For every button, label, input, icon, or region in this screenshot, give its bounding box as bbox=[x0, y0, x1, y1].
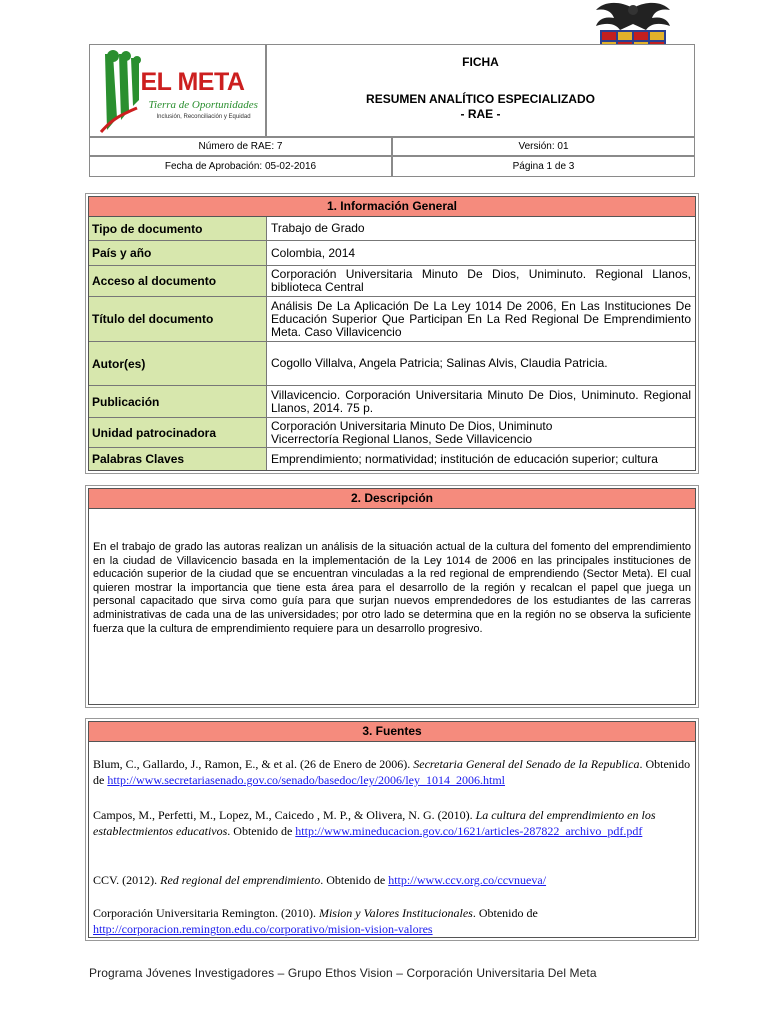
reference-title: Mision y Valores Institucionales bbox=[318, 906, 473, 920]
info-value: Cogollo Villalva, Angela Patricia; Salinas Alvis, Claudia Patricia. bbox=[271, 356, 608, 370]
info-label: Autor(es) bbox=[89, 342, 267, 385]
info-row-unidad bbox=[89, 418, 695, 448]
ficha-title-cell bbox=[266, 44, 695, 137]
logo-cell bbox=[89, 44, 266, 137]
info-value: Villavicencio. Corporación Universitaria Minuto De Dios, Uniminuto. Regional Llanos, 2014. 75 p. bbox=[271, 387, 691, 415]
reference-authors: Blum, C., Gallardo, J., Ramon, E., & et al. (26 de Enero de 2006). bbox=[93, 757, 414, 771]
ficha-title: FICHA bbox=[462, 55, 499, 69]
version bbox=[392, 137, 695, 156]
info-row-publicacion bbox=[89, 386, 695, 418]
info-value: Análisis De La Aplicación De La Ley 1014 De 2006, En Las Instituciones De Educación Superior Que Participan En La Red Regional De Emprendimiento Meta. Caso Villavicencio bbox=[271, 298, 691, 339]
reference-item bbox=[89, 905, 695, 937]
approval-date-text: Fecha de Aprobación: 05-02-2016 bbox=[164, 161, 317, 172]
info-label: Tipo de documento bbox=[89, 217, 267, 240]
page-number bbox=[392, 156, 695, 177]
reference-authors: Campos, M., Perfetti, M., Lopez, M., Caicedo , M. P., & Olivera, N. G. (2010). bbox=[93, 808, 476, 822]
sources-section bbox=[88, 721, 696, 938]
reference-obtained: . Obtenido de bbox=[227, 824, 296, 838]
ficha-subtitle-line2: - RAE - bbox=[460, 107, 501, 121]
info-label: Publicación bbox=[89, 386, 267, 417]
info-label: Palabras Claves bbox=[89, 448, 267, 470]
reference-link[interactable]: http://www.ccv.org.co/ccvnueva/ bbox=[388, 873, 547, 887]
version-text: Versión: 01 bbox=[518, 141, 569, 152]
reference-title: La cultura del emprendimiento en los establectmientos educativos bbox=[93, 808, 656, 838]
info-label: País y año bbox=[89, 241, 267, 265]
reference-obtained: . Obtenido de bbox=[472, 906, 538, 920]
reference-item bbox=[89, 872, 695, 888]
info-value: Corporación Universitaria Minuto De Dios, Uniminuto Vicerrectoría Regional Llanos, Sede Villavicencio bbox=[271, 418, 553, 446]
sources-heading: 3. Fuentes bbox=[89, 722, 695, 742]
logo-main-text: EL META bbox=[140, 67, 245, 96]
info-row-titulo bbox=[89, 297, 695, 342]
reference-title: Secretaria General del Senado de la Republica bbox=[413, 757, 640, 771]
reference-obtained: . Obtenido de bbox=[320, 873, 389, 887]
rae-number-text: Número de RAE: 7 bbox=[198, 141, 283, 152]
reference-link[interactable]: http://www.mineducacion.gov.co/1621/articles-287822_archivo_pdf.pdf bbox=[295, 824, 643, 838]
info-row-autores bbox=[89, 342, 695, 386]
reference-item bbox=[89, 807, 695, 839]
reference-link[interactable]: http://corporacion.remington.edu.co/corporativo/mision-vision-valores bbox=[93, 922, 433, 936]
info-row-tipo bbox=[89, 217, 695, 241]
general-info-section bbox=[88, 196, 696, 471]
info-row-palabras bbox=[89, 448, 695, 470]
info-label: Acceso al documento bbox=[89, 266, 267, 296]
general-info-heading: 1. Información General bbox=[89, 197, 695, 217]
logo-tagline: Tierra de Oportunidades bbox=[148, 98, 258, 111]
info-row-acceso bbox=[89, 266, 695, 297]
reference-authors: Corporación Universitaria Remington. (2010). bbox=[93, 906, 319, 920]
reference-item bbox=[89, 756, 695, 788]
approval-date bbox=[89, 156, 392, 177]
info-value: Corporación Universitaria Minuto De Dios, Uniminuto. Regional Llanos, biblioteca Central bbox=[271, 267, 691, 294]
info-value: Trabajo de Grado bbox=[271, 221, 365, 235]
page-number-text: Página 1 de 3 bbox=[512, 161, 575, 172]
info-row-pais bbox=[89, 241, 695, 266]
ficha-subtitle bbox=[366, 92, 595, 122]
info-value: Emprendimiento; normatividad; institución de educación superior; cultura bbox=[271, 451, 658, 466]
el-meta-logo bbox=[93, 48, 263, 134]
reference-authors: CCV. (2012). bbox=[93, 873, 161, 887]
ficha-subtitle-line1: RESUMEN ANALÍTICO ESPECIALIZADO bbox=[366, 92, 595, 106]
description-section bbox=[88, 488, 696, 705]
info-label: Título del documento bbox=[89, 297, 267, 341]
page-footer: Programa Jóvenes Investigadores – Grupo Ethos Vision – Corporación Universitaria Del Meta bbox=[89, 966, 597, 980]
description-heading: 2. Descripción bbox=[89, 489, 695, 509]
reference-title: Red regional del emprendimiento bbox=[160, 873, 321, 887]
reference-link[interactable]: http://www.secretariasenado.gov.co/senado/basedoc/ley/2006/ley_1014_2006.html bbox=[107, 773, 506, 787]
reference-obtained: . Obtenido de bbox=[93, 757, 691, 787]
logo-subtext: Inclusión, Reconciliación y Equidad bbox=[156, 113, 251, 120]
description-text: En el trabajo de grado las autoras realizan un análisis de la situación actual de la cultura del fomento del emprendimiento en la ciudad de Villavicencio basada en la implementación de la Ley 1014 de 2006 en las principales instituciones de educación superior de la ciudad que se encuentran vinculadas a la red regional de emprendiendo (Sector Meta). El cual quieren mostrar la importancia que tiene esta área para el desarrollo de la región y recalcan el papel que juega un personal capacitado que sirva como guía para que surjan nuevos emprendedores de los estudiantes de las carreras administrativas de cada una de las universidades; por otro lado se determina que en la región no se observa la suficiente fuerza que la cultura de emprendimiento requiere para un desarrollo progresivo. bbox=[93, 541, 691, 635]
info-label: Unidad patrocinadora bbox=[89, 418, 267, 447]
info-value: Colombia, 2014 bbox=[271, 245, 356, 260]
rae-number bbox=[89, 137, 392, 156]
